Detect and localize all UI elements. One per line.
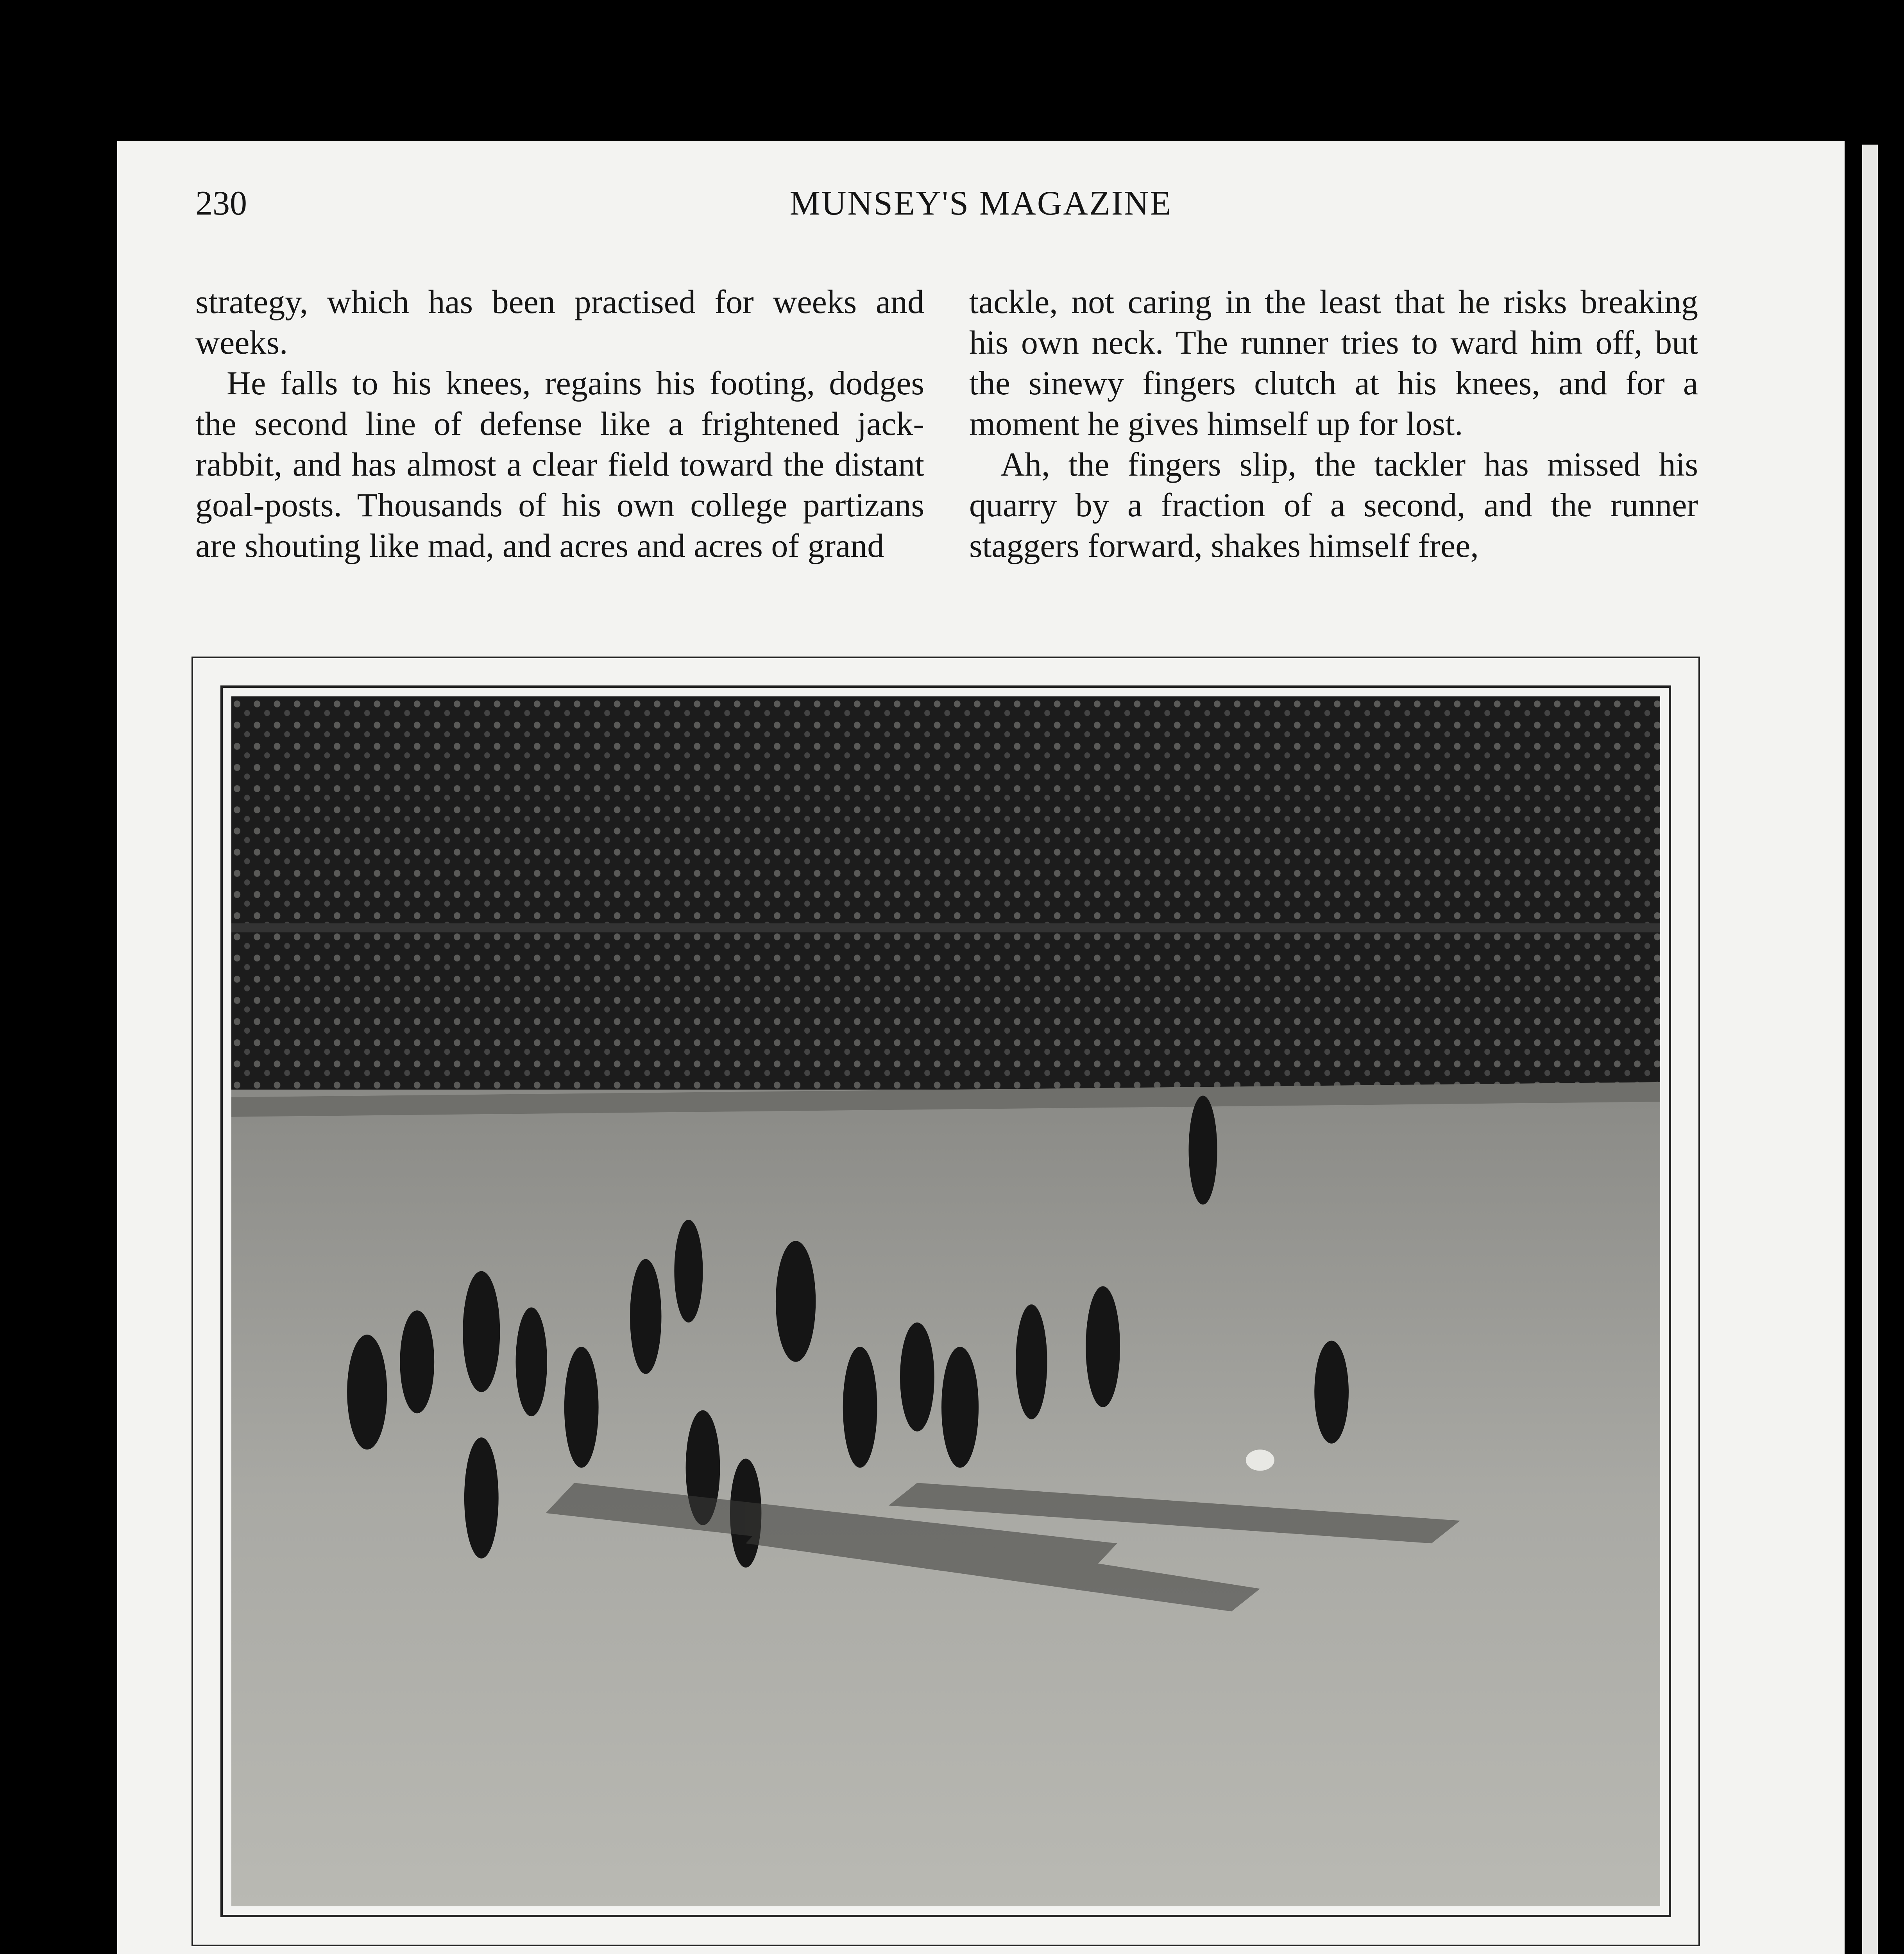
- paragraph: He falls to his knees, regains his footing, dodges the second line of defense like a frightened jack-rabbit, and has almost a clear field toward the distant goal-posts. Thousands of his own college partizans are shouting like mad, and acres and acres of grand: [195, 364, 924, 564]
- magazine-page: [117, 141, 1845, 1954]
- page-number: 230: [195, 184, 247, 222]
- paragraph: tackle, not caring in the least that he risks breaking his own neck. The runner tries to ward him off, but the sinewy fingers clutch at his knees, and for a moment he gives himself up for lost.: [969, 283, 1698, 442]
- photo-border: [220, 685, 1671, 1917]
- paragraph: Ah, the fingers slip, the tackler has missed his quarry by a fraction of a second, and the runner staggers forward, shakes himself free,: [969, 446, 1698, 564]
- football-photo: [231, 696, 1660, 1906]
- paragraph: strategy, which has been practised for weeks and weeks.: [195, 283, 924, 361]
- magazine-title: MUNSEY'S MAGAZINE: [789, 184, 1172, 222]
- adjacent-page-edge: [1862, 145, 1878, 1954]
- photo-frame: [191, 657, 1700, 1946]
